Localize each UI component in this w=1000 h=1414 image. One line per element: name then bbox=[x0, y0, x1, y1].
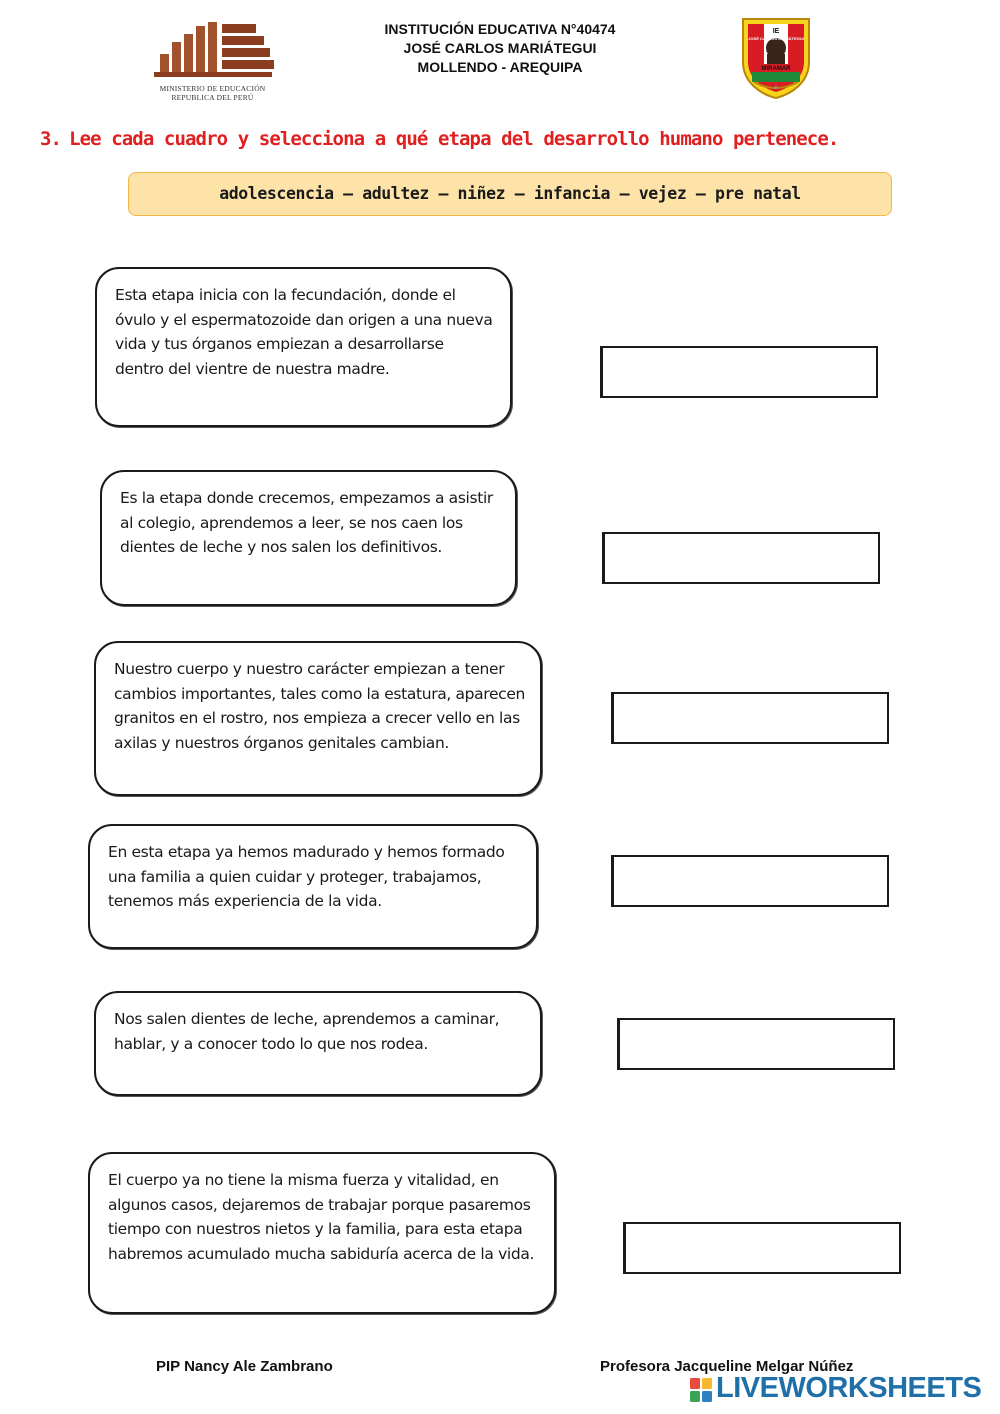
ministry-logo-line-2: REPUBLICA DEL PERÚ bbox=[171, 93, 254, 102]
ministry-bars-icon bbox=[150, 20, 275, 86]
ministry-logo-caption bbox=[150, 84, 275, 102]
crest-name: JOSÉ CARLOS MARIÁTEGUI bbox=[748, 36, 804, 41]
answer-input-2[interactable] bbox=[602, 532, 880, 584]
description-card-5 bbox=[94, 991, 542, 1096]
liveworksheets-icon bbox=[690, 1378, 712, 1402]
description-text-5: Nos salen dientes de leche, aprendemos a caminar, hablar, y a conocer todo lo que nos rodea. bbox=[114, 1010, 500, 1053]
crest-motto: MIRAMAR bbox=[761, 66, 791, 72]
answer-input-6[interactable] bbox=[623, 1222, 901, 1274]
school-header bbox=[300, 20, 700, 77]
footer-teacher-left: PIP Nancy Ale Zambrano bbox=[156, 1358, 333, 1375]
instruction-number: 3. bbox=[40, 128, 62, 150]
description-text-2: Es la etapa donde crecemos, empezamos a asistir al colegio, aprendemos a leer, se nos caen los dientes de leche y nos salen los definitivos. bbox=[120, 489, 493, 557]
answer-input-5[interactable] bbox=[617, 1018, 895, 1070]
instruction bbox=[40, 128, 960, 150]
description-card-6 bbox=[88, 1152, 556, 1314]
description-card-4 bbox=[88, 824, 538, 949]
svg-text:⚓: ⚓ bbox=[773, 84, 779, 89]
school-crest bbox=[740, 16, 812, 100]
ministry-logo-line-1: MINISTERIO DE EDUCACIÓN bbox=[159, 84, 266, 93]
description-card-2 bbox=[100, 470, 517, 606]
description-card-1 bbox=[95, 267, 512, 427]
description-text-3: Nuestro cuerpo y nuestro carácter empiezan a tener cambios importantes, tales como la estatura, aparecen granitos en el rostro, nos empieza a crecer vello en las axilas y nuestros órganos genitales cambian. bbox=[114, 660, 526, 752]
answer-input-3[interactable] bbox=[611, 692, 889, 744]
liveworksheets-brand: LIVEWORKSHEETS bbox=[716, 1372, 982, 1404]
answer-input-4[interactable] bbox=[611, 855, 889, 907]
liveworksheets-logo[interactable] bbox=[690, 1374, 990, 1406]
school-patron-line: JOSÉ CARLOS MARIÁTEGUI bbox=[403, 40, 597, 56]
word-bank: adolescencia – adultez – niñez – infancia – vejez – pre natal bbox=[128, 172, 892, 216]
description-text-4: En esta etapa ya hemos madurado y hemos formado una familia a quien cuidar y proteger, trabajamos, tenemos más experiencia de la vida. bbox=[108, 843, 505, 911]
description-text-6: El cuerpo ya no tiene la misma fuerza y vitalidad, en algunos casos, dejaremos de trabajar porque pasaremos tiempo con nuestros nietos y la familia, para esta etapa habremos acumulado mucha sabiduría acerca de la vida. bbox=[108, 1171, 535, 1263]
description-card-3 bbox=[94, 641, 542, 796]
footer-teacher-right: Profesora Jacqueline Melgar Núñez bbox=[600, 1358, 854, 1375]
instruction-text: Lee cada cuadro y selecciona a qué etapa del desarrollo humano pertenece. bbox=[69, 128, 839, 150]
school-location-line: MOLLENDO - AREQUIPA bbox=[417, 59, 583, 75]
description-text-1: Esta etapa inicia con la fecundación, donde el óvulo y el espermatozoide dan origen a una nueva vida y tus órganos empiezan a desarrollarse dentro del vientre de nuestra madre. bbox=[115, 286, 493, 378]
answer-input-1[interactable] bbox=[600, 346, 878, 398]
school-name-line: INSTITUCIÓN EDUCATIVA N°40474 bbox=[384, 21, 616, 37]
crest-abbrev: IE bbox=[772, 28, 780, 35]
